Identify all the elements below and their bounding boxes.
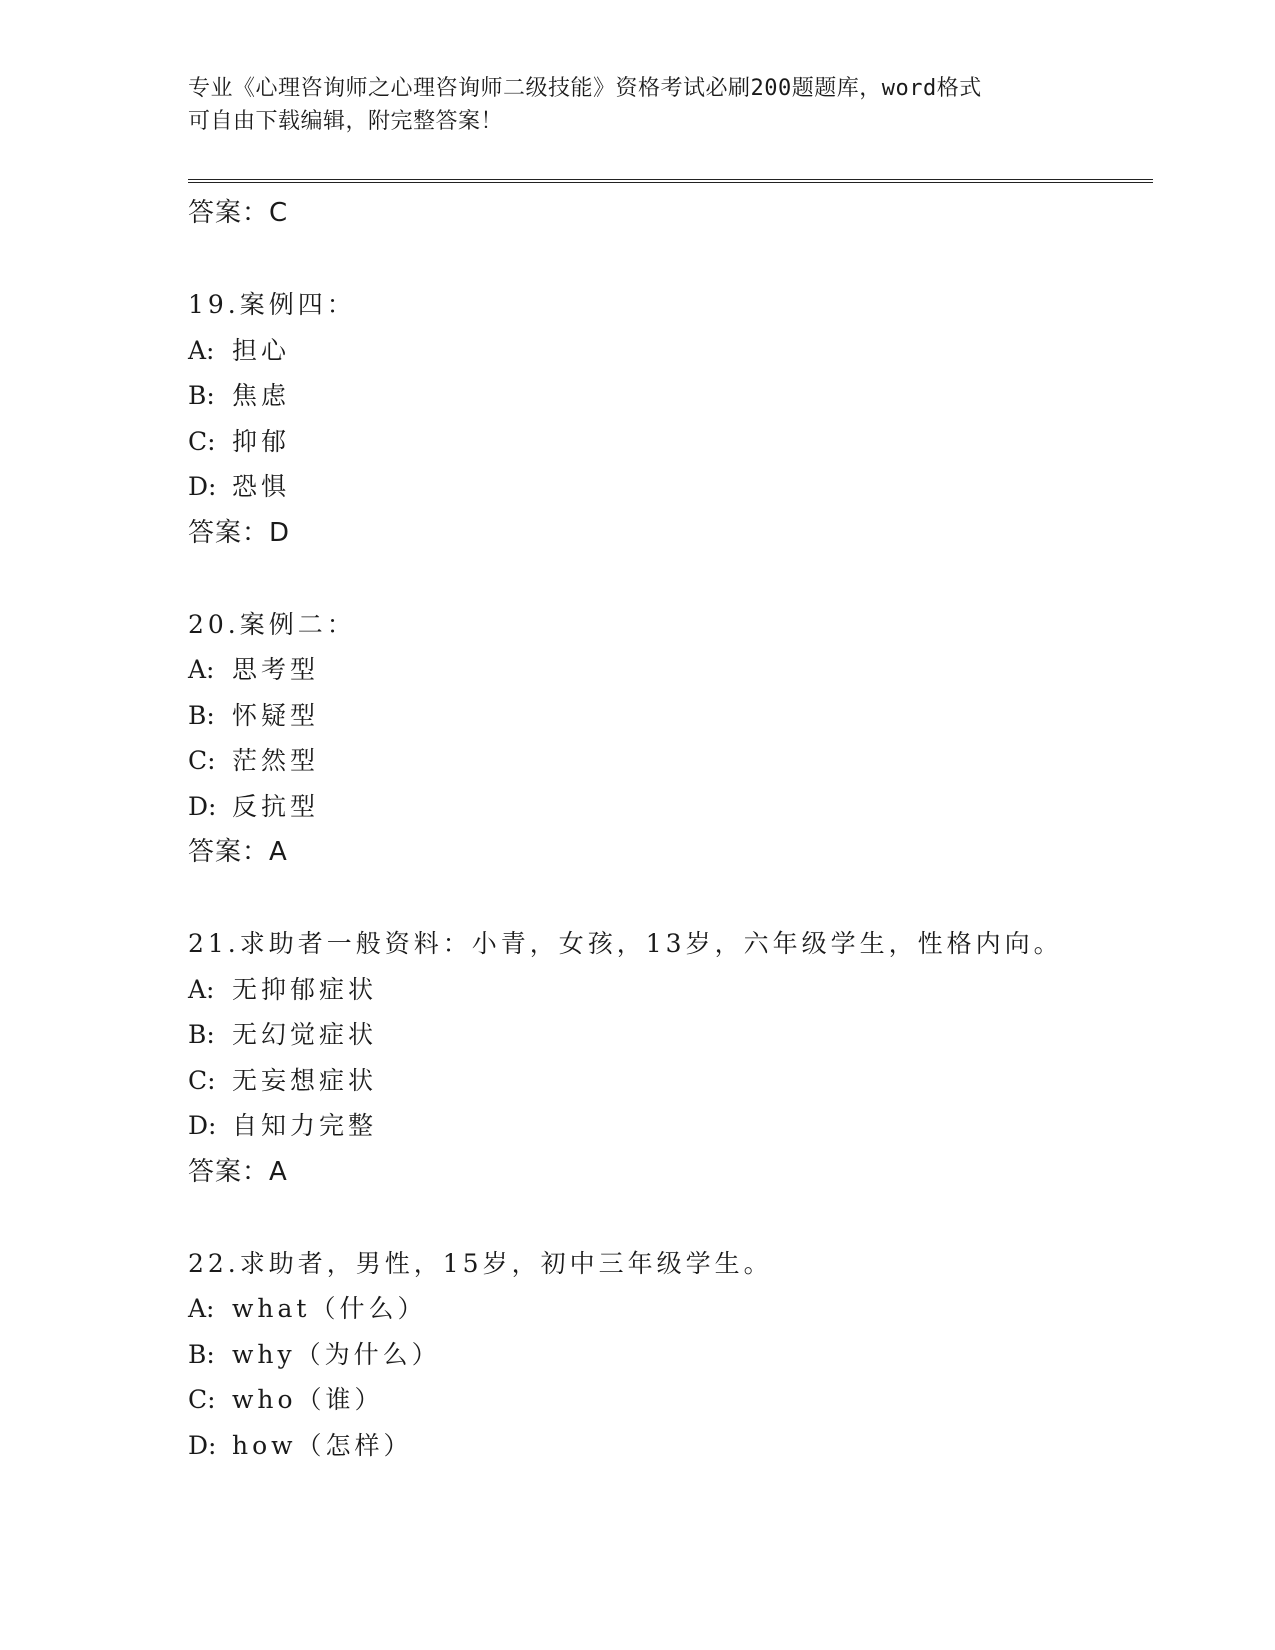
option-label: B:	[188, 1020, 215, 1049]
option-label: A:	[188, 655, 215, 684]
answer-line: 答案：A	[188, 837, 288, 867]
answer-line: 答案：A	[188, 1156, 288, 1187]
option-label: C:	[188, 1385, 216, 1414]
option-label: B:	[188, 700, 215, 730]
option-label: A:	[188, 974, 215, 1004]
option-text: 自知力完整	[232, 1111, 378, 1140]
question-list	[188, 190, 1148, 1468]
option-text: 恐惧	[232, 472, 291, 501]
option-b	[188, 1012, 1148, 1058]
header-line-2: 可自由下载编辑，附完整答案！	[188, 109, 504, 134]
option-d	[188, 1103, 1148, 1149]
option-text: 茫然型	[232, 746, 320, 775]
option-label: B:	[188, 1339, 215, 1369]
option-b	[188, 1332, 1148, 1378]
option-b	[188, 373, 1148, 419]
option-a	[188, 967, 1148, 1013]
option-text: 担心	[232, 335, 291, 365]
option-label: A:	[188, 335, 215, 365]
option-b	[188, 693, 1148, 739]
question-21	[188, 921, 1148, 1195]
answer-line: 答案：C	[188, 198, 289, 228]
option-text: what（什么）	[232, 1294, 427, 1323]
answer-line: 答案：D	[188, 517, 291, 548]
question-stem: 20.案例二：	[188, 609, 356, 639]
option-d	[188, 784, 1148, 830]
option-text: 无幻觉症状	[232, 1020, 378, 1049]
option-label: D:	[188, 1111, 217, 1140]
option-text: 抑郁	[232, 426, 291, 456]
question-20	[188, 602, 1148, 876]
question-stem: 19.案例四：	[188, 290, 356, 319]
option-text: 思考型	[232, 655, 320, 684]
document-header	[188, 72, 1068, 138]
question-22	[188, 1241, 1148, 1469]
option-a	[188, 1286, 1148, 1332]
option-label: C:	[188, 426, 216, 456]
option-c	[188, 419, 1148, 465]
option-a	[188, 647, 1148, 693]
option-c	[188, 738, 1148, 784]
option-text: why（为什么）	[232, 1339, 441, 1369]
option-label: C:	[188, 1065, 216, 1095]
question-stem: 22.求助者，男性，15岁，初中三年级学生。	[188, 1248, 773, 1278]
header-line-1: 专业《心理咨询师之心理咨询师二级技能》资格考试必刷200题题库，word格式	[188, 76, 982, 101]
option-text: 无抑郁症状	[232, 974, 378, 1004]
header-divider	[188, 179, 1153, 183]
option-a	[188, 328, 1148, 374]
option-label: C:	[188, 746, 216, 775]
option-label: D:	[188, 1430, 217, 1460]
question-stem: 21.求助者一般资料：小青，女孩，13岁，六年级学生，性格内向。	[188, 929, 1063, 958]
option-label: D:	[188, 472, 217, 501]
option-c	[188, 1058, 1148, 1104]
option-text: 反抗型	[232, 791, 320, 821]
option-label: B:	[188, 381, 215, 410]
option-d	[188, 1423, 1148, 1469]
option-text: how（怎样）	[232, 1430, 413, 1460]
option-text: 无妄想症状	[232, 1065, 378, 1095]
option-label: A:	[188, 1294, 215, 1323]
option-text: 焦虑	[232, 381, 291, 410]
option-d	[188, 464, 1148, 510]
option-text: 怀疑型	[232, 700, 320, 730]
question-19	[188, 282, 1148, 556]
option-label: D:	[188, 791, 217, 821]
option-c	[188, 1377, 1148, 1423]
option-text: who（谁）	[232, 1385, 384, 1414]
